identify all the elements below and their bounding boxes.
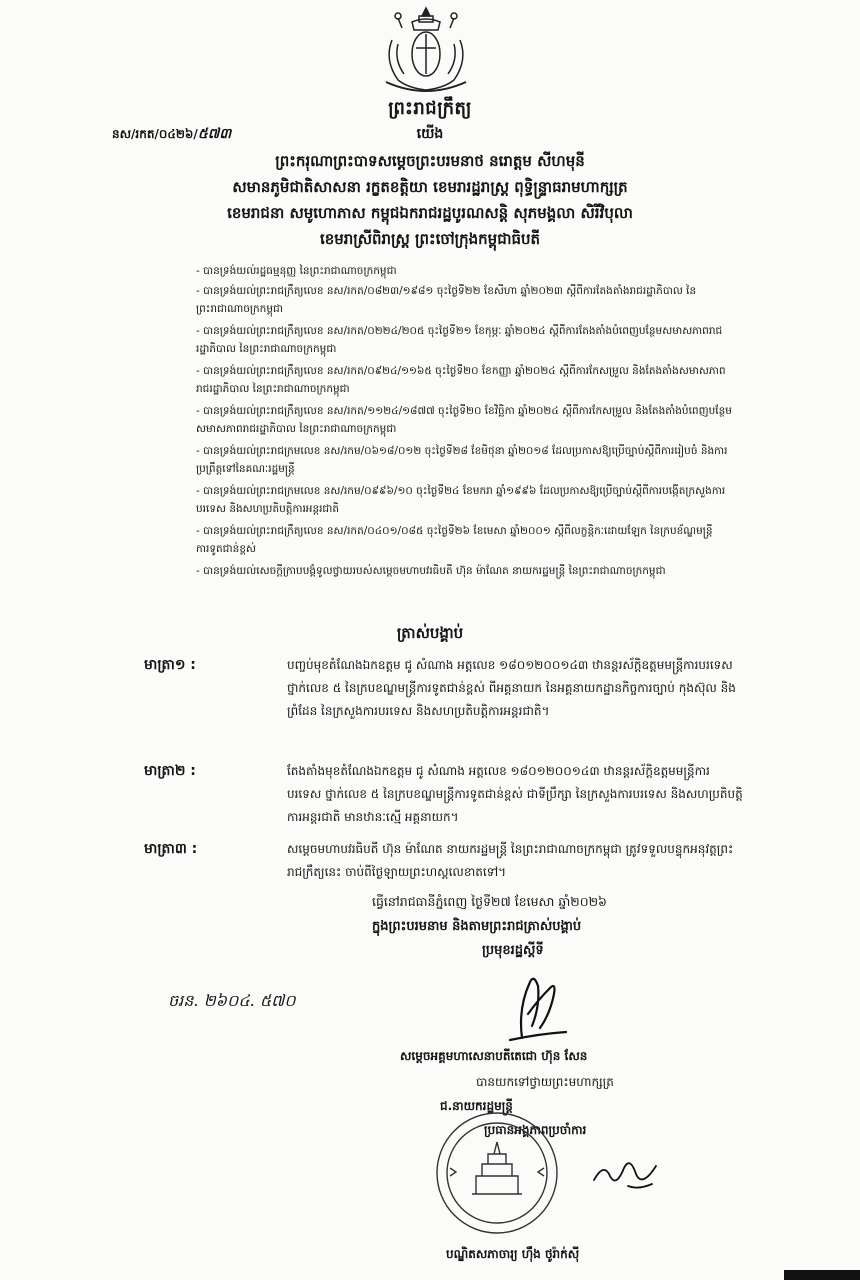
acting-head-of-state-title: ប្រមុខរដ្ឋស្តីទី [482,943,544,958]
signer-2-role: ប្រធានអង្គភាពប្រចាំការ [484,1123,587,1137]
scan-corner-mark [784,1270,860,1280]
consideration-item: - បានទ្រង់យល់ព្រះរាជក្រមលេខ នស/រកម/០៩៩៦/១០ ចុះថ្ងៃទី២៤ ខែមករា ឆ្នាំ១៩៩៦ ដែលប្រកាសឱ្យប្រើច្បាប់ស្តីពីការបង្កើតក្រសួងការបរទេស និងសហប្រតិបត្តិការអន្តរជាតិ [196,485,726,515]
consideration-item: - បានទ្រង់យល់ព្រះរាជក្រឹត្យលេខ នស/រកត/០៤០១/០៨៥ ចុះថ្ងៃទី២៦ ខែមេសា ឆ្នាំ២០០១ ស្តីពីលក្ខន្តិកៈដោយឡែក នៃក្របខ័ណ្ឌមន្ត្រីការទូតជាន់ខ្ពស់ [196,525,713,555]
article-label: មាត្រា៣ : [144,841,198,857]
royal-coat-of-arms-icon [372,4,480,96]
article-text: តែងតាំងមុខតំណែងឯកឧត្តម ជូ សំណាង អត្តលេខ ១៨០១២០០១៤៣ ឋានន្តរស័ក្តិឧត្តមមន្ត្រីការបរទេស ថ្នាក់លេខ ៥ នៃក្របខណ្ឌមន្ត្រីការទូតជាន់ខ្ពស់ ជាទីប្រឹក្សា នៃក្រសួងការបរទេស និងសហប្រតិបត្តិការអន្តរជាតិ មានឋានៈស្មើ អគ្គនាយក។ [287,764,743,824]
signature-2-icon [590,1150,660,1200]
decide-heading: ត្រាស់បង្គាប់ [396,624,464,642]
article-label: មាត្រា២ : [144,763,196,779]
signature-1-icon [500,968,570,1048]
consideration-item: - បានទ្រង់យល់រដ្ឋធម្មនុញ្ញ នៃព្រះរាជាណាចក្រកម្ពុជា [196,265,397,277]
article-text: បញ្ចប់មុខតំណែងឯកឧត្តម ជូ សំណាង អត្តលេខ ១៨០១២០០១៤៣ ឋានន្តរស័ក្តិឧត្តមមន្ត្រីការបរទេស ថ្នាក់លេខ ៥ នៃក្របខណ្ឌមន្ត្រីការទូតជាន់ខ្ពស់ ពីអគ្គនាយក នៃអគ្គនាយកដ្ឋានកិច្ចការច្បាប់ កុងស៊ុល និងព្រំដែន នៃក្រសួងការបរទេស និងសហប្រតិបត្តិការអន្តរជាតិ។ [287,658,736,718]
consideration-item: - បានទ្រង់យល់ព្រះរាជក្រឹត្យលេខ នស/រកត/០២២៤/២០៥ ចុះថ្ងៃទី២១ ខែកុម្ភៈ ឆ្នាំ២០២៤ ស្តីពីការតែងតាំងបំពេញបន្ថែមសមាសភាពរាជរដ្ឋាភិបាល នៃព្រះរាជាណាចក្រកម្ពុជា [196,325,723,355]
reference-number-handwritten: ៥៧៣ [197,126,232,142]
reference-number-printed: នស/រកត/០៤២៦/ [112,127,198,141]
countersign-note: បានយកទៅថ្វាយព្រះមហាក្សត្រ [476,1075,614,1089]
consideration-item: - បានទ្រង់យល់ព្រះរាជក្រមលេខ នស/រកម/០៦១៨/០១២ ចុះថ្ងៃទី២៨ ខែមិថុនា ឆ្នាំ២០១៨ ដែលប្រកាសឱ្យប្រើច្បាប់ស្តីពីការរៀបចំ និងការប្រព្រឹត្តទៅនៃគណៈរដ្ឋមន្ត្រី [196,445,728,475]
preamble-line: ខេមរាស្រីពិរាស្ត្រ ព្រះចៅក្រុងកម្ពុជាធិបតី [319,230,541,248]
consideration-item: - បានទ្រង់យល់ព្រះរាជក្រឹត្យលេខ នស/រកត/០៩២៤/១១៦៥ ចុះថ្ងៃទី២០ ខែកញ្ញា ឆ្នាំ២០២៤ ស្តីពីការកែសម្រួល និងតែងតាំងសមាសភាពរាជរដ្ឋាភិបាល នៃព្រះរាជាណាចក្រកម្ពុជា [196,365,726,395]
decree-title: ព្រះរាជក្រឹត្យ [388,98,472,119]
consideration-item: - បានទ្រង់យល់សេចក្តីក្រាបបង្គំទូលថ្វាយរបស់សម្តេចមហាបវរធិបតី ហ៊ុន ម៉ាណែត នាយករដ្ឋមន្ត្រី នៃព្រះរាជាណាចក្រកម្ពុជា [196,565,666,577]
article-text: សម្តេចមហាបវរធិបតី ហ៊ុន ម៉ាណែត នាយករដ្ឋមន្ត្រី នៃព្រះរាជាណាចក្រកម្ពុជា ត្រូវទទួលបន្ទុកអនុវត្តព្រះរាជក្រឹត្យនេះ ចាប់ពីថ្ងៃឡាយព្រះហស្តលេខាតទៅ។ [287,842,734,879]
article-1 [144,654,744,750]
consideration-item: - បានទ្រង់យល់ព្រះរាជក្រឹត្យលេខ នស/រកត/១១២៤/១៨៧៧ ចុះថ្ងៃទី២០ ខែវិច្ឆិកា ឆ្នាំ២០២៤ ស្តីពីការកែសម្រួល និងតែងតាំងបំពេញបន្ថែមសមាសភាពរាជរដ្ឋាភិបាល នៃព្រះរាជាណាចក្រកម្ពុជា [196,405,732,435]
consideration-item: - បានទ្រង់យល់ព្រះរាជក្រឹត្យលេខ នស/រកត/០៨២៣/១៩៨១ ចុះថ្ងៃទី២២ ខែសីហា ឆ្នាំ២០២៣ ស្តីពីការតែងតាំងរាជរដ្ឋាភិបាល នៃព្រះរាជាណាចក្រកម្ពុជា [196,285,697,315]
article-label: មាត្រា១ : [144,657,196,673]
date-line: ធ្វើនៅរាជធានីភ្នំពេញ ថ្ងៃទី២៧ ខែមេសា ឆ្នាំ២០២៦ [372,894,607,909]
preamble-line: ព្រះករុណាព្រះបាទសម្តេចព្រះបរមនាថ នរោត្តម សីហមុនី [275,152,585,170]
considerations-list [196,262,736,602]
preamble-line: សមានភូមិជាតិសាសនា រក្ខតខត្តិយា ខេមរារដ្ឋរាស្ត្រ ពុទ្ធិន្ទ្រាធរាមហាក្សត្រ [232,178,628,196]
yeung-heading: យើង [416,126,444,142]
signer-2-name: បណ្ឌិតសភាចារ្យ ហ៊ឹង ថូរ៉ាក់ស៊ី [446,1247,580,1261]
on-behalf-line: ក្នុងព្រះបរមនាម និងតាមព្រះរាជត្រាស់បង្គាប់ [372,919,582,934]
signer-2-title: ជ.នាយករដ្ឋមន្ត្រី [440,1099,513,1113]
handwritten-cc-note: ចរន. ២៦០៤. ៥៧០ [168,991,296,1010]
signer-1-name: សម្តេចអគ្គមហាសេនាបតីតេជោ ហ៊ុន សែន [400,1049,588,1063]
article-2 [144,760,744,834]
official-seal-icon [432,1108,562,1238]
preamble-line: ខេមរាជនា សមូហោភាស កម្ពុជឯករាជរដ្ឋបូរណសន្តិ សុភមង្គលា សិរីវិបុលា [227,204,633,222]
article-3 [144,838,744,888]
